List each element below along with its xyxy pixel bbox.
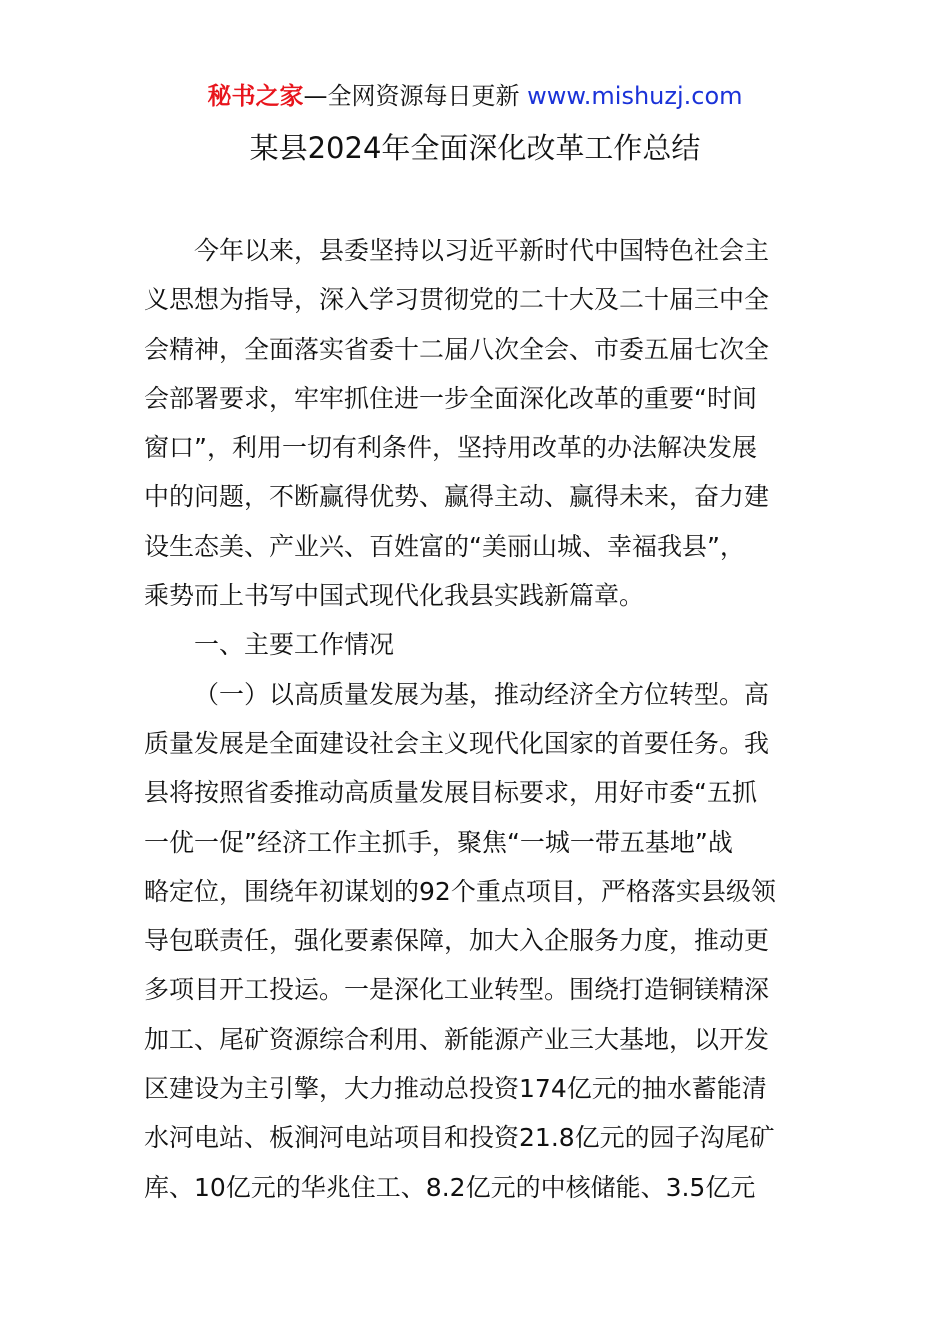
paragraph-line: 会精神，全面落实省委十二届八次全会、市委五届七次全 xyxy=(144,334,770,364)
paragraph-line: 略定位，围绕年初谋划的92个重点项目，严格落实县级领 xyxy=(144,876,776,906)
paragraph-line: 导包联责任，强化要素保障，加大入企服务力度，推动更 xyxy=(144,926,770,956)
document-title: 某县2024年全面深化改革工作总结 xyxy=(249,131,701,165)
paragraph-line: 义思想为指导，深入学习贯彻党的二十大及二十届三中全 xyxy=(144,285,770,315)
site-brand: 秘书之家 xyxy=(207,82,304,110)
paragraph-line: 质量发展是全面建设社会主义现代化国家的首要任务。我 xyxy=(144,728,770,758)
paragraph-line: 一优一促”经济工作主抓手，聚焦“一城一带五基地”战 xyxy=(144,827,733,857)
paragraph-line: 库、10亿元的华兆住工、8.2亿元的中核储能、3.5亿元 xyxy=(144,1172,756,1202)
paragraph-line: 今年以来，县委坚持以习近平新时代中国特色社会主 xyxy=(194,236,770,265)
paragraph-line: 乘势而上书写中国式现代化我县实践新篇章。 xyxy=(144,581,645,611)
paragraph-line: 加工、尾矿资源综合利用、新能源产业三大基地，以开发 xyxy=(144,1024,770,1054)
paragraph-line: 窗口”，利用一切有利条件，坚持用改革的办法解决发展 xyxy=(144,433,757,463)
paragraph-line: 中的问题，不断赢得优势、赢得主动、赢得未来，奋力建 xyxy=(144,482,770,512)
paragraph-line: 县将按照省委推动高质量发展目标要求，用好市委“五抓 xyxy=(144,778,757,808)
paragraph-line: 区建设为主引擎，大力推动总投资174亿元的抽水蓄能清 xyxy=(144,1074,767,1104)
paragraph-line: 会部署要求，牢牢抓住进一步全面深化改革的重要“时间 xyxy=(144,383,757,413)
paragraph-line: 水河电站、板涧河电站项目和投资21.8亿元的园子沟尾矿 xyxy=(144,1123,775,1153)
document-body xyxy=(144,226,814,1212)
section-heading: 一、主要工作情况 xyxy=(194,630,395,660)
site-header xyxy=(0,80,950,112)
site-tagline: —全网资源每日更新 xyxy=(303,82,520,110)
site-url-link[interactable]: www.mishuzj.com xyxy=(527,82,743,110)
paragraph-line: 多项目开工投运。一是深化工业转型。围绕打造铜镁精深 xyxy=(144,975,770,1005)
subsection-heading-line: （一）以高质量发展为基，推动经济全方位转型。高 xyxy=(194,679,770,709)
paragraph-line: 设生态美、产业兴、百姓富的“美丽山城、幸福我县”， xyxy=(144,531,745,561)
